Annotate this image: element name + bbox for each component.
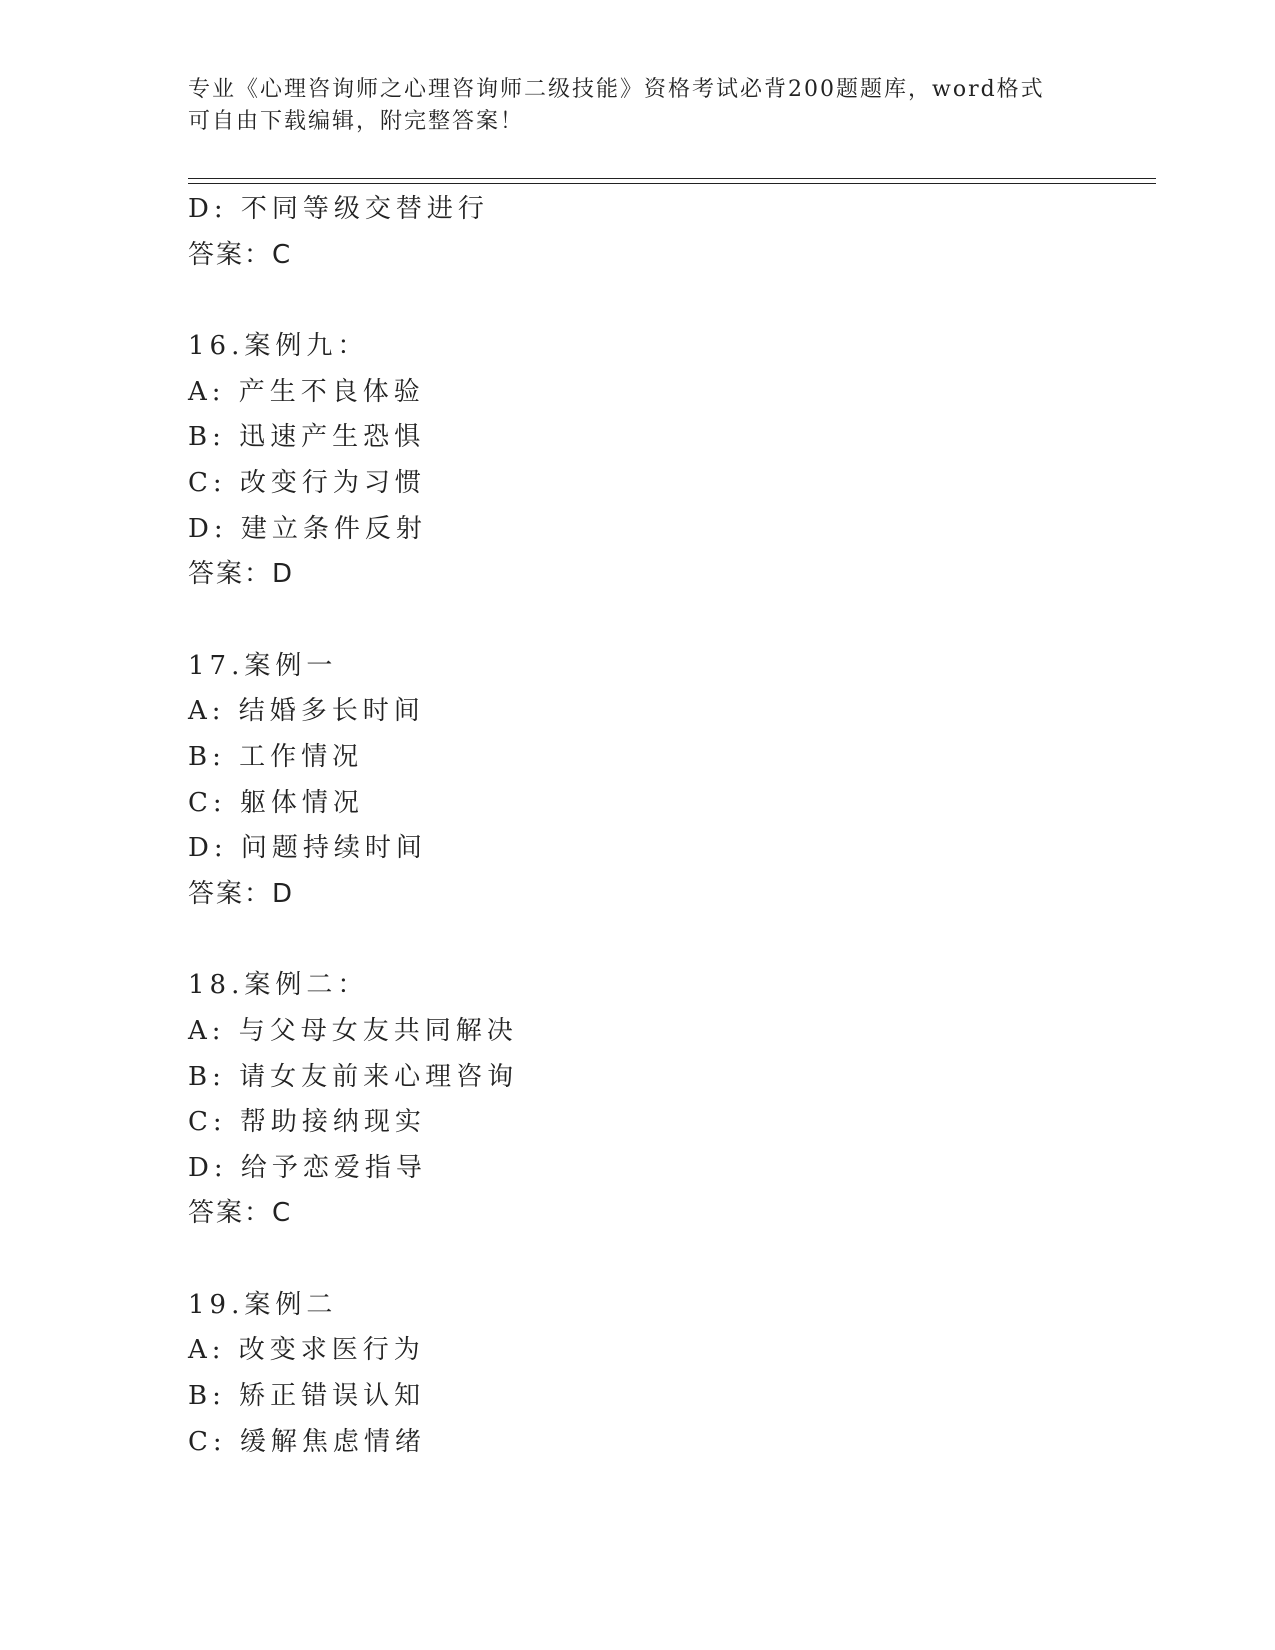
- option-b: B: 请女友前来心理咨询: [188, 1061, 519, 1092]
- option-a: A: 与父母女友共同解决: [188, 1015, 518, 1046]
- header-line-2: 可自由下载编辑，附完整答案！: [188, 109, 525, 134]
- question-block-19: [188, 1283, 1156, 1465]
- option-b: B: 工作情况: [188, 741, 364, 772]
- question-title: 18.案例二：: [188, 970, 369, 1001]
- option-d: D: 建立条件反射: [188, 513, 427, 544]
- answer-line: 答案：D: [188, 878, 295, 909]
- question-block-18: [188, 963, 1156, 1237]
- spacer: [188, 917, 1156, 963]
- option-d: D: 不同等级交替进行: [188, 194, 489, 224]
- answer-line: 答案：D: [188, 559, 295, 590]
- answer-line: 答案：C: [188, 239, 293, 270]
- spacer: [188, 1237, 1156, 1283]
- question-title: 16.案例九：: [188, 331, 369, 362]
- question-title: 17.案例一: [188, 650, 338, 681]
- option-c: C: 改变行为习惯: [188, 467, 426, 498]
- header-rule-top: [188, 178, 1156, 179]
- spacer: [188, 598, 1156, 644]
- spacer: [188, 278, 1156, 324]
- question-block-17: [188, 644, 1156, 918]
- option-b: B: 迅速产生恐惧: [188, 422, 426, 453]
- option-d: D: 问题持续时间: [188, 833, 427, 864]
- option-c: C: 缓解焦虑情绪: [188, 1426, 426, 1457]
- option-a: A: 改变求医行为: [188, 1335, 425, 1366]
- header-line-1: 专业《心理咨询师之心理咨询师二级技能》资格考试必背200题题库，word格式: [188, 77, 1045, 102]
- option-c: C: 躯体情况: [188, 787, 364, 818]
- option-b: B: 矫正错误认知: [188, 1381, 426, 1412]
- option-d: D: 给予恋爱指导: [188, 1152, 427, 1183]
- answer-line: 答案：C: [188, 1198, 293, 1229]
- option-a: A: 结婚多长时间: [188, 696, 425, 727]
- header-rule-bottom: [188, 183, 1156, 184]
- document-header: [188, 74, 1088, 138]
- option-c: C: 帮助接纳现实: [188, 1107, 426, 1138]
- question-list: [188, 187, 1156, 1465]
- question-block-16: [188, 324, 1156, 598]
- option-a: A: 产生不良体验: [188, 376, 425, 407]
- question-title: 19.案例二: [188, 1289, 338, 1320]
